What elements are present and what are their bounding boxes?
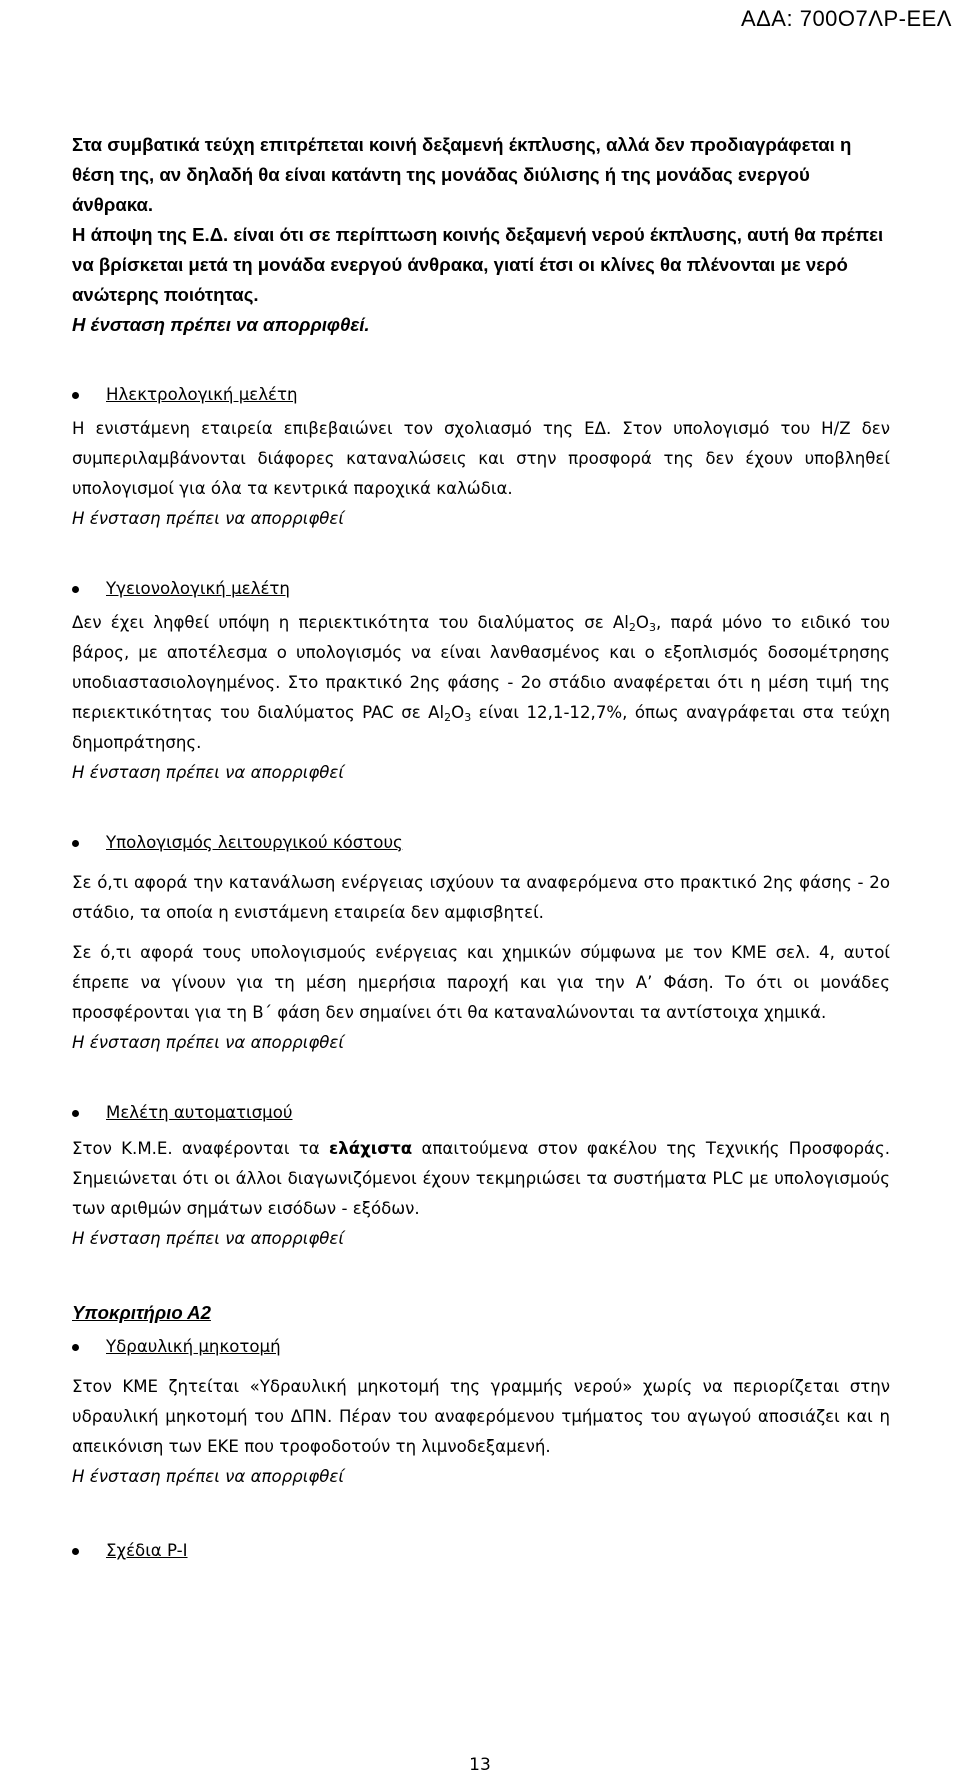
- document-body: [72, 130, 890, 1566]
- section-electrical-verdict: Η ένσταση πρέπει να απορριφθεί: [72, 509, 345, 528]
- section-title: Σχέδια P-I: [106, 1541, 188, 1560]
- section-automation-text: Στον Κ.Μ.Ε. αναφέρονται τα ελάχιστα απαιτούμενα στον φακέλου της Τεχνικής Προσφοράς. Σημειώνεται ότι οι άλλοι διαγωνιζόμενοι έχουν τεκμηριώσει τα συστήματα PLC με υπολογισμούς των αριθμών σημάτων εισόδων - εξόδων.: [72, 1139, 890, 1218]
- section-hygiene-heading: [72, 574, 890, 604]
- intro-paragraph-2: Η άποψη της Ε.Δ. είναι ότι σε περίπτωση κοινής δεξαμενή νερού έκπλυσης, αυτή θα πρέπει να βρίσκεται μετά τη μονάδα ενεργού άνθρακα, γιατί έτσι οι κλίνες θα πλένονται με νερό ανώτερης ποιότητας.: [72, 224, 884, 305]
- bullet-icon: [72, 1110, 79, 1117]
- section-electrical-heading: [72, 380, 890, 410]
- section-automation-heading: [72, 1098, 890, 1128]
- section-hygiene-verdict: Η ένσταση πρέπει να απορριφθεί: [72, 763, 345, 782]
- bullet-icon: [72, 392, 79, 399]
- section-automation-verdict: Η ένσταση πρέπει να απορριφθεί: [72, 1229, 345, 1248]
- page-number: 13: [469, 1755, 491, 1775]
- bullet-icon: [72, 1548, 79, 1555]
- section-operating-cost-verdict: Η ένσταση πρέπει να απορριφθεί: [72, 1033, 345, 1052]
- section-operating-cost-heading: [72, 828, 890, 858]
- section-operating-cost-text-2: Σε ό,τι αφορά τους υπολογισμούς ενέργειας και χημικών σύμφωνα με τον ΚΜΕ σελ. 4, αυτοί έπρεπε να γίνουν για τη μέση ημερήσια παροχή και για την Α’ Φάση. Το ότι οι μονάδες προσφέρονται για τη Β΄ φάση δεν σημαίνει ότι θα καταναλώνονται τα αντίστοιχα χημικά.: [72, 943, 890, 1022]
- section-hydraulic-verdict: Η ένσταση πρέπει να απορριφθεί: [72, 1467, 345, 1486]
- section-title: Υγειονολογική μελέτη: [106, 579, 290, 598]
- section-operating-cost-text-1: Σε ό,τι αφορά την κατανάλωση ενέργειας ισχύουν τα αναφερόμενα στο πρακτικό 2ης φάσης - 2ο στάδιο, τα οποία η ενιστάμενη εταιρεία δεν αμφισβητεί.: [72, 873, 890, 922]
- criterion-heading: Υποκριτήριο Α2: [72, 1302, 211, 1323]
- section-title: Ηλεκτρολογική μελέτη: [106, 385, 298, 404]
- intro-paragraph-1: Στα συμβατικά τεύχη επιτρέπεται κοινή δεξαμενή έκπλυσης, αλλά δεν προδιαγράφεται η θέση της, αν δηλαδή θα είναι κατάντη της μονάδας διύλισης ή της μονάδας ενεργού άνθρακα.: [72, 134, 852, 215]
- section-hydraulic-text: Στον ΚΜΕ ζητείται «Υδραυλική μηκοτομή της γραμμής νερού» χωρίς να περιορίζεται στην υδραυλική μηκοτομή του ΔΠΝ. Πέραν του αναφερόμενου τμήματος του αγωγού αποσιάζει και η απεικόνιση των ΕΚΕ που τροφοδοτούν τη λιμνοδεξαμενή.: [72, 1377, 890, 1456]
- section-title: Μελέτη αυτοματισμού: [106, 1103, 293, 1122]
- section-electrical-text: Η ενιστάμενη εταιρεία επιβεβαιώνει τον σχολιασμό της ΕΔ. Στον υπολογισμό του Η/Ζ δεν συμπεριλαμβάνονται διάφορες καταναλώσεις και στην προσφορά της δεν έχουν υποβληθεί υπολογισμοί για όλα τα κεντρικά παροχικά καλώδια.: [72, 419, 890, 498]
- bullet-icon: [72, 586, 79, 593]
- section-title: Υδραυλική μηκοτομή: [106, 1337, 281, 1356]
- intro-verdict: Η ένσταση πρέπει να απορριφθεί.: [72, 314, 370, 335]
- section-pid-heading: [72, 1536, 890, 1566]
- bullet-icon: [72, 840, 79, 847]
- document-id: ΑΔΑ: 700Ο7ΛΡ-ΕΕΛ: [740, 6, 952, 31]
- bullet-icon: [72, 1344, 79, 1351]
- section-hydraulic-heading: [72, 1332, 890, 1362]
- section-hygiene-text: Δεν έχει ληφθεί υπόψη η περιεκτικότητα του διαλύματος σε $Al_2O_3$, παρά μόνο το ειδικό του βάρος, με αποτέλεσμα ο υπολογισμός να είναι λανθασμένος και ο εξοπλισμός δοσομέτρησης υποδιαστασιολογημένος. Στο πρακτικό 2ης φάσης - 2ο στάδιο αναφέρεται ότι η μέση τιμή της περιεκτικότητας του διαλύματος PAC σε $Al_2O_3$ είναι 12,1-12,7%, όπως αναγράφεται στα τεύχη δημοπράτησης.: [72, 613, 891, 752]
- section-title: Υπολογισμός λειτουργικού κόστους: [106, 833, 403, 852]
